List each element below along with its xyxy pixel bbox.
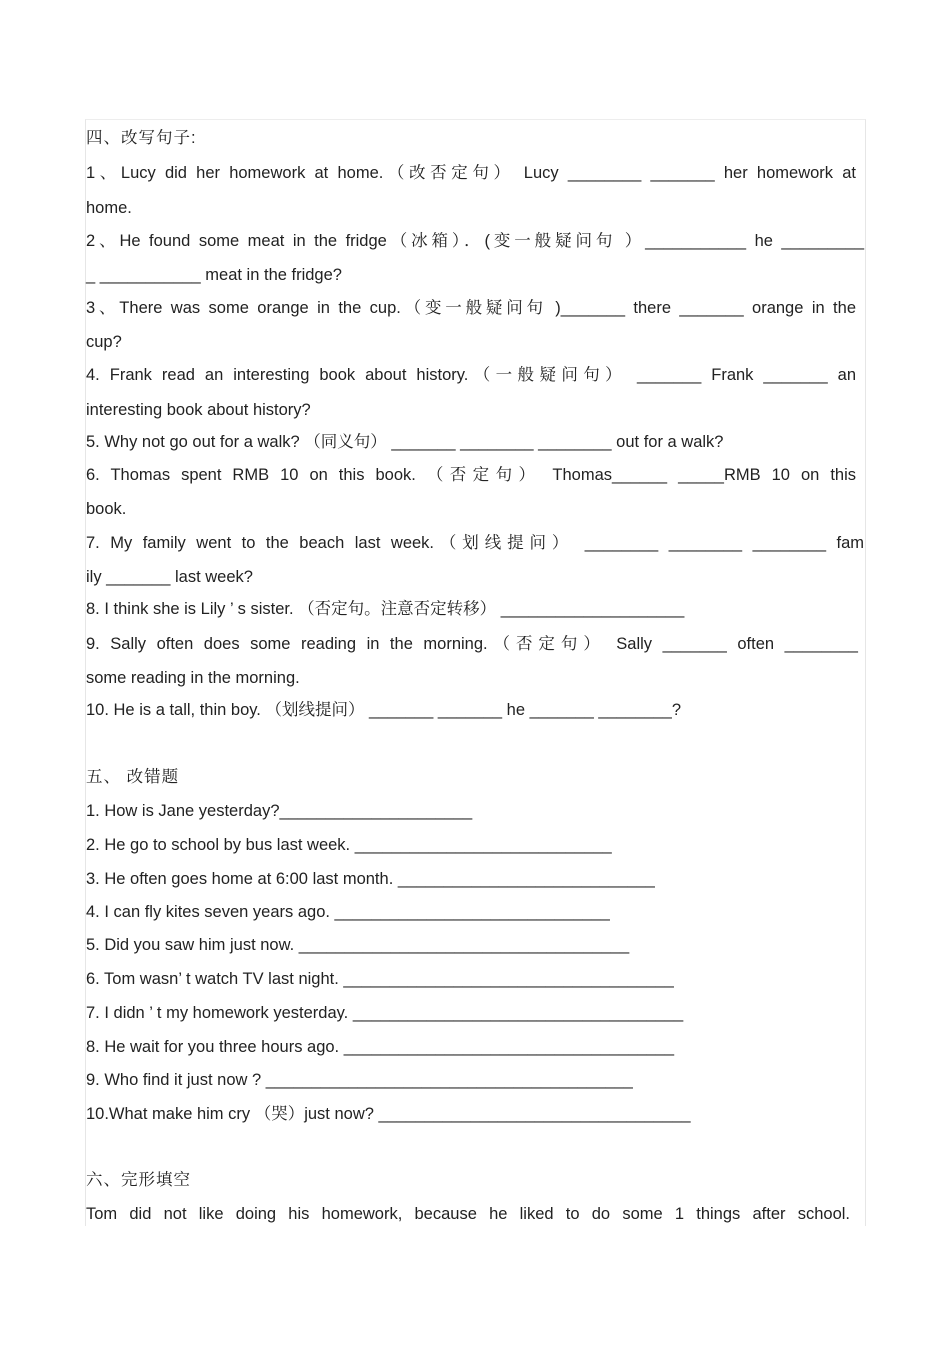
exercise-line: some reading in the morning. (86, 669, 300, 687)
exercise-line: 6. Thomas spent RMB 10 on this book. （否定句） Thomas______ _____RMB 10 on this (86, 466, 856, 484)
exercise-line: 3. He often goes home at 6:00 last month. ____________________________ (86, 870, 655, 888)
exercise-line: _ ___________ meat in the fridge? (86, 266, 342, 284)
exercise-line: 4. Frank read an interesting book about history.（一般疑问句） _______ Frank _______ an (86, 366, 856, 384)
exercise-line: 5. Did you saw him just now. ____________________________________ (86, 936, 630, 954)
exercise-line: book. (86, 500, 127, 518)
exercise-line: cup? (86, 333, 122, 351)
exercise-line: 2. He go to school by bus last week. ____________________________ (86, 836, 612, 854)
exercise-line: 10.What make him cry （哭）just now? __________________________________ (86, 1105, 691, 1123)
exercise-line: 2、He found some meat in the fridge（冰箱）．(变一般疑问句 ）___________ he _________ (86, 232, 864, 250)
exercise-line: 4. I can fly kites seven years ago. ______________________________ (86, 903, 610, 921)
section-5-title: 五、 改错题 (86, 768, 180, 786)
exercise-line: 1、Lucy did her homework at home.（改否定句） Lucy ________ _______ her homework at (86, 164, 856, 182)
exercise-line: home. (86, 199, 132, 217)
exercise-line: 9. Sally often does some reading in the morning.（否定句） Sally _______ often ________ (86, 635, 858, 653)
exercise-line: 6. Tom wasn’ t watch TV last night. ____________________________________ (86, 970, 674, 988)
exercise-line: 5. Why not go out for a walk? （同义句） _______ ________ ________ out for a walk? (86, 433, 724, 451)
exercise-line: 1. How is Jane yesterday?_____________________ (86, 802, 473, 820)
exercise-line: interesting book about history? (86, 401, 311, 419)
exercise-line: 10. He is a tall, thin boy. （划线提问） _______ _______ he _______ ________? (86, 701, 682, 719)
exercise-line: 7. I didn ’ t my homework yesterday. ____________________________________ (86, 1004, 684, 1022)
section-6-title: 六、完形填空 (86, 1171, 191, 1189)
exercise-line: 8. He wait for you three hours ago. ____________________________________ (86, 1038, 675, 1056)
exercise-line: 3、There was some orange in the cup.（变一般疑问句 )_______ there _______ orange in the (86, 299, 856, 317)
exercise-line: 9. Who find it just now ? ________________________________________ (86, 1071, 633, 1089)
exercise-line: ily _______ last week? (86, 568, 253, 586)
exercise-line: 8. I think she is Lily ’ s sister. （否定句。注意否定转移） ____________________ (86, 600, 685, 618)
exercise-line: Tom did not like doing his homework, because he liked to do some 1 things after school. (86, 1205, 850, 1223)
section-4-title: 四、改写句子: (86, 129, 197, 147)
exercise-line: 7. My family went to the beach last week.（划线提问） ________ ________ ________ fam (86, 534, 864, 552)
